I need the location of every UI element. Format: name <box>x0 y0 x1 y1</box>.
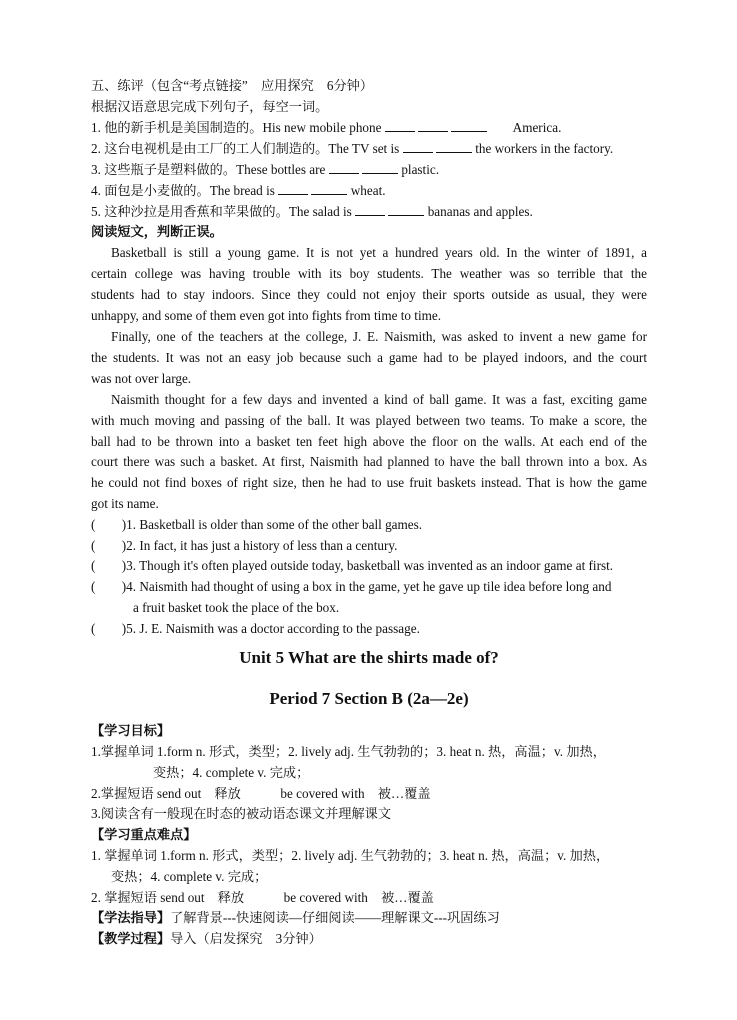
paragraph-2-line: Finally, one of the teachers at the college, J. E. Naismith, was asked to invent a new game for <box>111 329 647 344</box>
question-2: ( )2. In fact, it has just a history of less than a century. <box>91 538 398 553</box>
answer-blank[interactable] <box>451 119 487 132</box>
paragraph-1-line: Basketball is still a young game. It is not yet a hundred years old. In the winter of 1891, a <box>111 245 647 260</box>
answer-blank[interactable] <box>278 182 308 195</box>
paragraph-1-line: unhappy, and some of them even got into fights from time to time. <box>91 308 442 323</box>
answer-blank[interactable] <box>329 161 359 174</box>
paragraph-3-line: with much moving and passing of the ball. It was played between two teams. To make a score, the <box>91 413 647 428</box>
question-1: ( )1. Basketball is older than some of the other ball games. <box>91 517 423 532</box>
paragraph-3-line: ball had to be thrown into a basket ten feet high above the floor on the walls. At each end of the <box>91 434 647 449</box>
paragraph-1-line: students had to stay indoors. Since they could not enjoy their sports outside as usual, they were <box>91 287 647 302</box>
keypoints-line-1-continued: 变热；4. complete v. 完成； <box>111 869 268 884</box>
keypoints-heading: 【学习重点难点】 <box>91 827 197 842</box>
reading-heading: 阅读短文，判断正误。 <box>91 224 223 239</box>
question-5: ( )5. J. E. Naismith was a doctor according to the passage. <box>91 621 420 636</box>
exercise-item-4: 4. 面包是小麦做的。The bread is wheat. <box>91 183 386 198</box>
exercise-item-1: 1. 他的新手机是美国制造的。His new mobile phone America. <box>91 120 562 135</box>
answer-blank[interactable] <box>418 119 448 132</box>
method-line <box>91 908 647 929</box>
paragraph-2-line: was not over large. <box>91 371 192 386</box>
goals-line-1-continued: 变热；4. complete v. 完成； <box>153 765 310 780</box>
exercise-instruction: 根据汉语意思完成下列句子，每空一词。 <box>91 99 329 114</box>
answer-blank[interactable] <box>355 203 385 216</box>
method-heading: 【学法指导】 <box>91 910 171 925</box>
goals-line-1: 1.掌握单词 1.form n. 形式，类型；2. lively adj. 生气勃勃的；3. heat n. 热，高温；v. 加热， <box>91 744 606 759</box>
paragraph-2-line: the students. It was not an easy job because such a game had to be played indoors, and the court <box>91 350 647 365</box>
answer-blank[interactable] <box>311 182 347 195</box>
paragraph-1-line: certain college was having trouble with its boy students. The weather was so terrible that the <box>91 266 647 281</box>
exercise-item-3: 3. 这些瓶子是塑料做的。These bottles are plastic. <box>91 162 440 177</box>
answer-blank[interactable] <box>388 203 424 216</box>
exercise-item-2: 2. 这台电视机是由工厂的工人们制造的。The TV set is the workers in the factory. <box>91 141 614 156</box>
process-line <box>91 929 647 950</box>
answer-blank[interactable] <box>436 140 472 153</box>
question-4: ( )4. Naismith had thought of using a box in the game, yet he gave up tile idea before long and <box>91 579 612 594</box>
exercise-item-5: 5. 这种沙拉是用香蕉和苹果做的。The salad is bananas and apples. <box>91 204 533 219</box>
process-text: 导入（启发探究 3分钟） <box>170 931 322 946</box>
goals-line-2: 2.掌握短语 send out 释放 be covered with 被…覆盖 <box>91 786 431 801</box>
goals-line-3: 3.阅读含有一般现在时态的被动语态课文并理解课文 <box>91 806 392 821</box>
unit-title: Unit 5 What are the shirts made of? <box>239 648 499 667</box>
keypoints-line-2: 2. 掌握短语 send out 释放 be covered with 被…覆盖 <box>91 890 434 905</box>
process-heading: 【教学过程】 <box>91 931 171 946</box>
exercise-heading: 五、练评（包含“考点链接” 应用探究 6分钟） <box>91 78 374 93</box>
question-4-continued: a fruit basket took the place of the box. <box>133 600 340 615</box>
answer-blank[interactable] <box>403 140 433 153</box>
period-title: Period 7 Section B (2a—2e) <box>269 689 469 708</box>
method-text: 了解背景---快速阅读—仔细阅读——理解课文---巩固练习 <box>170 910 500 925</box>
paragraph-3-line: got its name. <box>91 496 159 511</box>
answer-blank[interactable] <box>362 161 398 174</box>
paragraph-3-line: Naismith thought for a few days and invented a kind of ball game. It was a fast, exciting game <box>111 392 647 407</box>
goals-heading: 【学习目标】 <box>91 723 171 738</box>
question-3: ( )3. Though it's often played outside today, basketball was invented as an indoor game at first. <box>91 558 614 573</box>
answer-blank[interactable] <box>385 119 415 132</box>
keypoints-line-1: 1. 掌握单词 1.form n. 形式，类型；2. lively adj. 生气勃勃的；3. heat n. 热，高温；v. 加热， <box>91 848 610 863</box>
paragraph-3-line: court there was such a basket. At first, Naismith had planned to have the ball thrown into a box. As <box>91 454 647 469</box>
paragraph-3-line: he could not find boxes of right size, then he had to use fruit baskets instead. That is how the game <box>91 475 647 490</box>
